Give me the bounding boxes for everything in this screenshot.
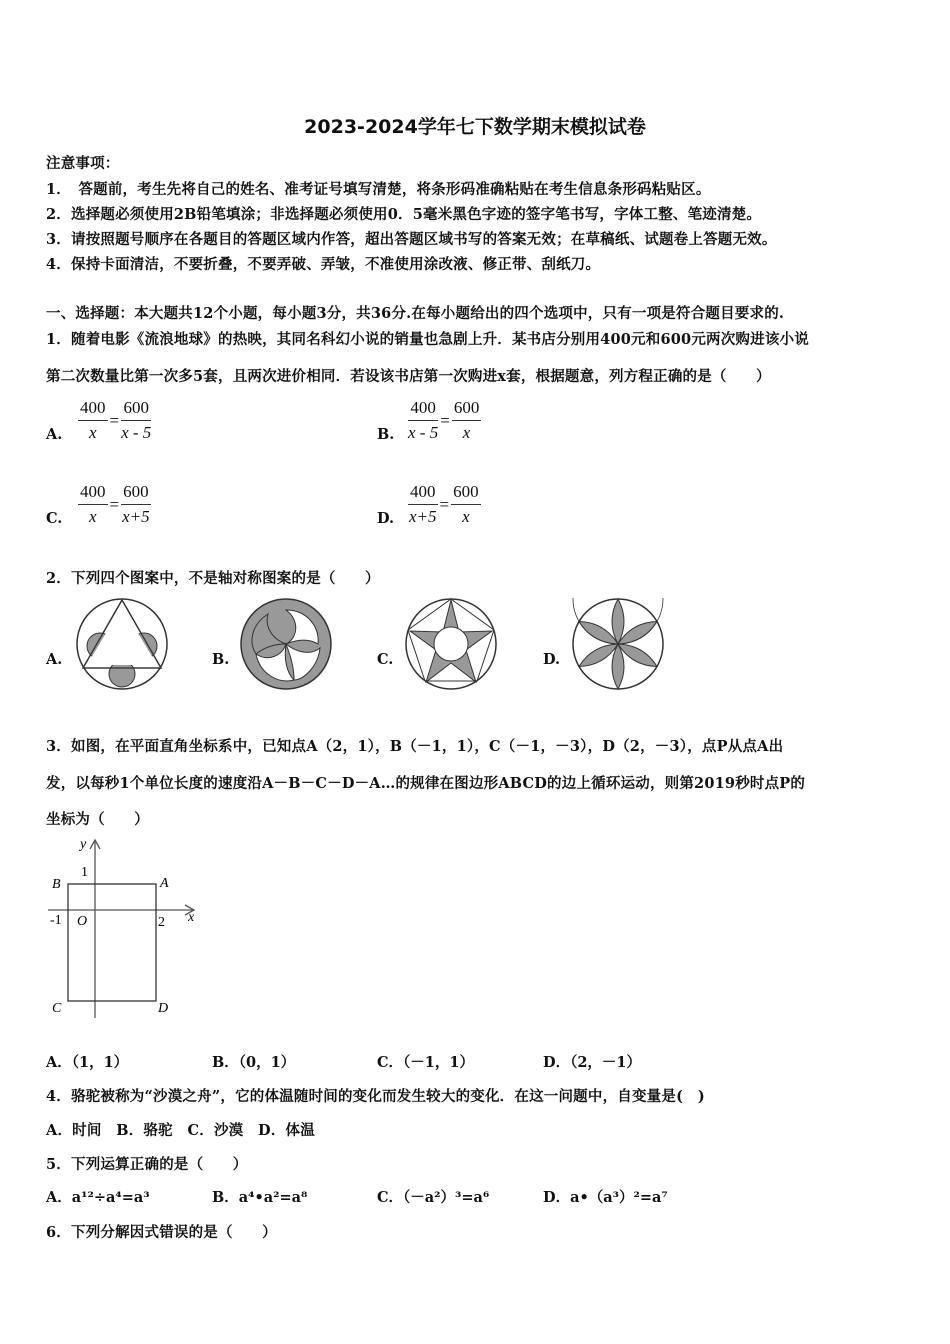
- tick-label: -1: [50, 913, 62, 928]
- q3-stem: 发，以每秒1个单位长度的速度沿A－B－C－D－A…的规律在图边形ABCD的边上循环运动，则第2019秒时点P的: [46, 775, 806, 792]
- notice-item: 3．请按照题号顺序在各题目的答题区域内作答，超出答题区域书写的答案无效；在草稿纸、试题卷上答题无效。: [46, 231, 777, 248]
- option-label: D.: [543, 651, 561, 668]
- point-c-label: C: [52, 1001, 62, 1016]
- tick-label: 1: [81, 865, 88, 880]
- q3-option: C．（－1，1）: [377, 1054, 474, 1071]
- notice-heading: 注意事项：: [46, 155, 120, 172]
- section-heading: 一、选择题：本大题共12个小题，每小题3分，共36分.在每小题给出的四个选项中，只有一项是符合题目要求的.: [46, 305, 785, 322]
- pattern-c: [404, 598, 498, 690]
- q5-option: C．（－a²）³=a⁶: [377, 1189, 490, 1206]
- pattern-a: [73, 598, 171, 690]
- q1-stem: 第二次数量比第一次多5套，且两次进价相同．若设该书店第一次购进x套，根据题意，列方程正确的是（ ）: [46, 368, 771, 385]
- equation-b: $\frac{400}{x - 5}$ = $\frac{600}{x}$: [408, 398, 480, 442]
- q4-stem: 4．骆驼被称为“沙漠之舟”，它的体温随时间的变化而发生较大的变化．在这一问题中，自变量是( ): [46, 1088, 705, 1105]
- origin-label: O: [77, 914, 88, 929]
- q5-option: A．a¹²÷a⁴=a³: [46, 1189, 150, 1206]
- q3-stem: 3．如图，在平面直角坐标系中，已知点A（2，1），B（－1，1），C（－1，－3），D（2，－3），点P从点A出: [46, 738, 784, 755]
- option-label: B.: [377, 426, 395, 443]
- q3-option: D．（2，－1）: [543, 1054, 642, 1071]
- point-b-label: B: [52, 877, 61, 892]
- tick-label: 2: [158, 915, 165, 930]
- coordinate-figure: [44, 832, 214, 1022]
- q2-stem: 2．下列四个图案中，不是轴对称图案的是（ ）: [46, 570, 380, 587]
- q5-stem: 5．下列运算正确的是（ ）: [46, 1156, 248, 1173]
- q4-options: A．时间 B．骆驼 C．沙漠 D．体温: [46, 1122, 315, 1139]
- equation-d: $\frac{400}{x+5}$ = $\frac{600}{x}$: [408, 482, 479, 526]
- notice-item: 2．选择题必须使用2B铅笔填涂；非选择题必须使用0．5毫米黑色字迹的签字笔书写，字体工整、笔迹清楚。: [46, 206, 762, 223]
- pattern-d: [570, 598, 666, 690]
- q1-stem: 1．随着电影《流浪地球》的热映，其同名科幻小说的销量也急剧上升．某书店分别用400元和600元两次购进该小说: [46, 331, 809, 348]
- q3-option: A．（1，1）: [46, 1054, 129, 1071]
- point-a-label: A: [160, 876, 169, 891]
- option-label: A.: [46, 651, 63, 668]
- q3-stem: 坐标为（ ）: [46, 811, 149, 828]
- equation-a: $\frac{400}{x}$ = $\frac{600}{x - 5}$: [80, 398, 152, 442]
- point-d-label: D: [158, 1001, 169, 1016]
- page-title: 2023-2024学年七下数学期末模拟试卷: [304, 116, 646, 138]
- q3-option: B．（0，1）: [212, 1054, 296, 1071]
- pattern-b: [238, 598, 334, 690]
- equation-c: $\frac{400}{x}$ = $\frac{600}{x+5}$: [80, 482, 150, 526]
- notice-item: 1． 答题前，考生先将自己的姓名、准考证号填写清楚，将条形码准确粘贴在考生信息条形码粘贴区。: [46, 181, 711, 198]
- x-axis-label: x: [188, 910, 195, 925]
- q6-stem: 6．下列分解因式错误的是（ ）: [46, 1224, 277, 1241]
- notice-item: 4．保持卡面清洁，不要折叠，不要弄破、弄皱，不准使用涂改液、修正带、刮纸刀。: [46, 256, 601, 273]
- option-label: C.: [46, 510, 63, 527]
- q5-option: D．a•（a³）²=a⁷: [543, 1189, 668, 1206]
- option-label: D.: [377, 510, 395, 527]
- option-label: A.: [46, 426, 63, 443]
- option-label: C.: [377, 651, 394, 668]
- y-axis-label: y: [80, 837, 87, 852]
- option-label: B.: [212, 651, 230, 668]
- q5-option: B．a⁴•a²=a⁸: [212, 1189, 308, 1206]
